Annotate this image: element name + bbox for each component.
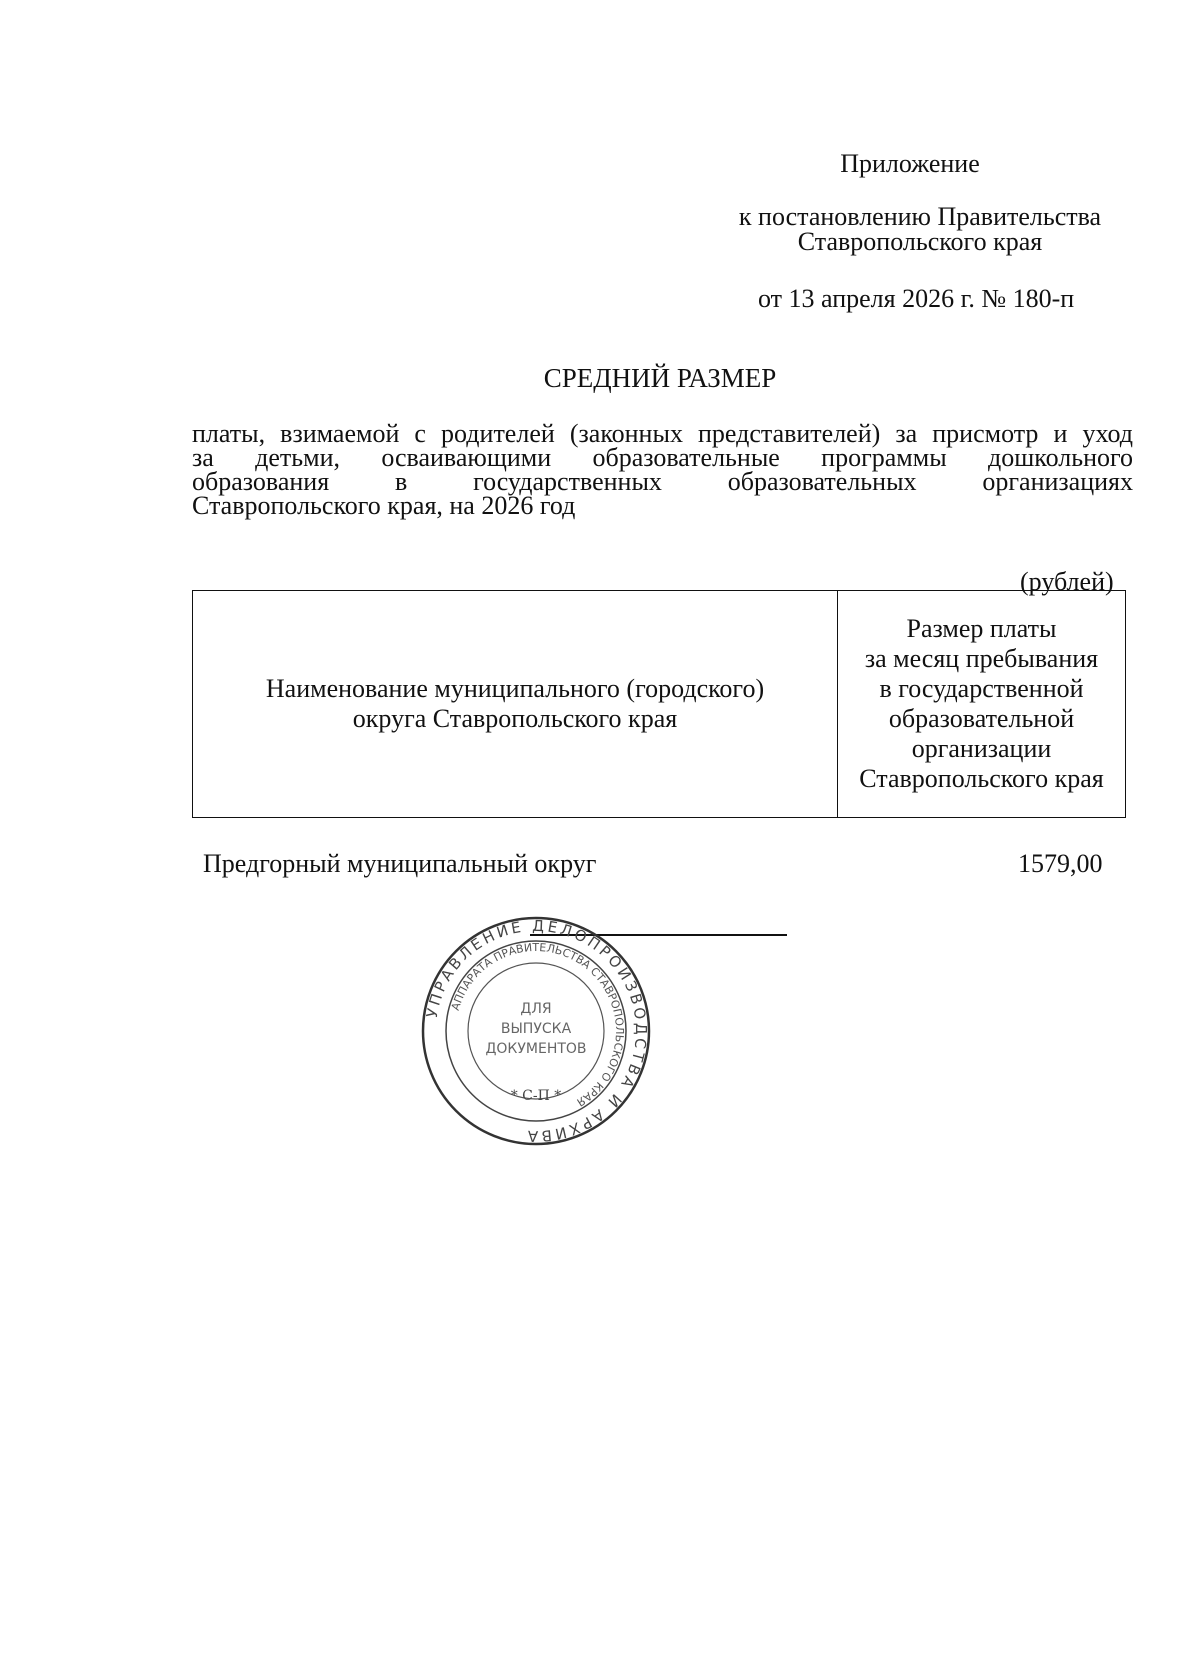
col2-line-5: организации (911, 734, 1052, 763)
region-name: Ставропольского края (797, 227, 1043, 256)
col2-line-1: Размер платы (906, 614, 1057, 643)
col2-line-2: за месяц пребывания (864, 644, 1099, 673)
official-stamp (420, 915, 652, 1147)
subtitle-line-3: образования в государственных образовательных организациях (192, 467, 1133, 496)
stamp-line-2: ВЫПУСКА (500, 1021, 572, 1037)
subtitle-line-4: Ставропольского края, на 2026 год (192, 491, 576, 520)
svg-text:АППАРАТА ПРАВИТЕЛЬСТВА СТАВРОП: АППАРАТА ПРАВИТЕЛЬСТВА СТАВРОПОЛЬСКОГО КРАЯ (448, 940, 627, 1109)
subtitle-line-2: за детьми, осваивающими образовательные программы дошкольного (192, 443, 1133, 472)
date-number: от 13 апреля 2026 г. № 180-п (758, 284, 1075, 313)
appendix-label: Приложение (840, 149, 980, 178)
col2-line-3: в государственной (879, 674, 1084, 703)
document-title: СРЕДНИЙ РАЗМЕР (543, 363, 777, 393)
column-header-payment (838, 591, 1126, 818)
col1-line-1: Наименование муниципального (городского) (265, 674, 765, 703)
units-label: (рублей) (1020, 567, 1114, 596)
svg-text:УПРАВЛЕНИЕ ДЕЛОПРОИЗВОДСТВА И: УПРАВЛЕНИЕ ДЕЛОПРОИЗВОДСТВА И АРХИВА (422, 916, 651, 1146)
row-municipality-name: Предгорный муниципальный округ (203, 849, 597, 878)
resolution-reference: к постановлению Правительства (738, 202, 1102, 231)
stamp-line-1: ДЛЯ (520, 1001, 552, 1017)
subtitle-line-1: платы, взимаемой с родителей (законных представителей) за присмотр и уход (192, 419, 1133, 448)
row-payment-value: 1579,00 (1018, 849, 1103, 878)
col1-line-2: округа Ставропольского края (352, 704, 678, 733)
col2-line-4: образовательной (888, 704, 1075, 733)
stamp-line-3: ДОКУМЕНТОВ (485, 1041, 587, 1057)
col2-line-6: Ставропольского края (859, 764, 1104, 793)
payment-table-header (192, 590, 1126, 818)
column-header-municipality (193, 591, 838, 818)
stamp-code: * С-П * (510, 1088, 562, 1104)
